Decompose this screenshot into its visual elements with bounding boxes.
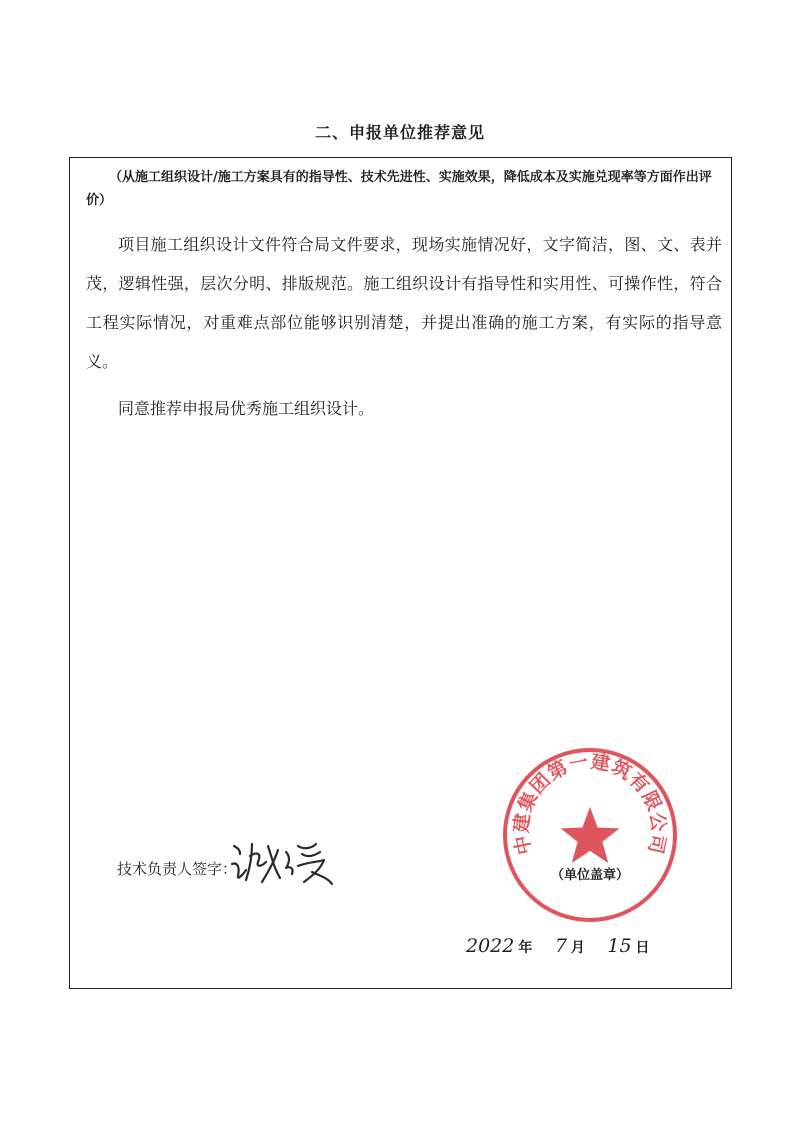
company-seal [500,745,680,925]
handwritten-signature [228,832,358,892]
seal-star-icon [561,807,620,863]
seal-caption: （单位盖章） [550,868,630,883]
date-day: 15 [607,935,632,957]
opinion-body [86,225,722,428]
date-day-unit: 日 [635,940,650,956]
date-month: 7 [554,935,567,957]
signature-label: 技术负责人签字： [117,860,238,878]
signing-date [462,935,664,957]
date-month-unit: 月 [570,940,585,956]
seal-company-name: 中建集团第一建筑有限公司 [510,750,670,857]
agreement-paragraph: 同意推荐申报局优秀施工组织设计。 [118,399,375,418]
instruction-text: （从施工组织设计/施工方案具有的指导性、技术先进性、实施效果，降低成本及实施兑现率等方面作出评价） [86,170,712,208]
date-year-unit: 年 [518,940,533,956]
date-year: 2022 [466,935,515,957]
section-title: 二、申报单位推荐意见 [314,123,485,142]
opinion-paragraph: 项目施工组织设计文件符合局文件要求，现场实施情况好，文字简洁，图、文、表并茂，逻辑性强，层次分明、排版规范。施工组织设计有指导性和实用性、可操作性，符合工程实际情况，对重难点部位能够识别清楚，并提出准确的施工方案，有实际的指导意义。 [86,235,722,371]
